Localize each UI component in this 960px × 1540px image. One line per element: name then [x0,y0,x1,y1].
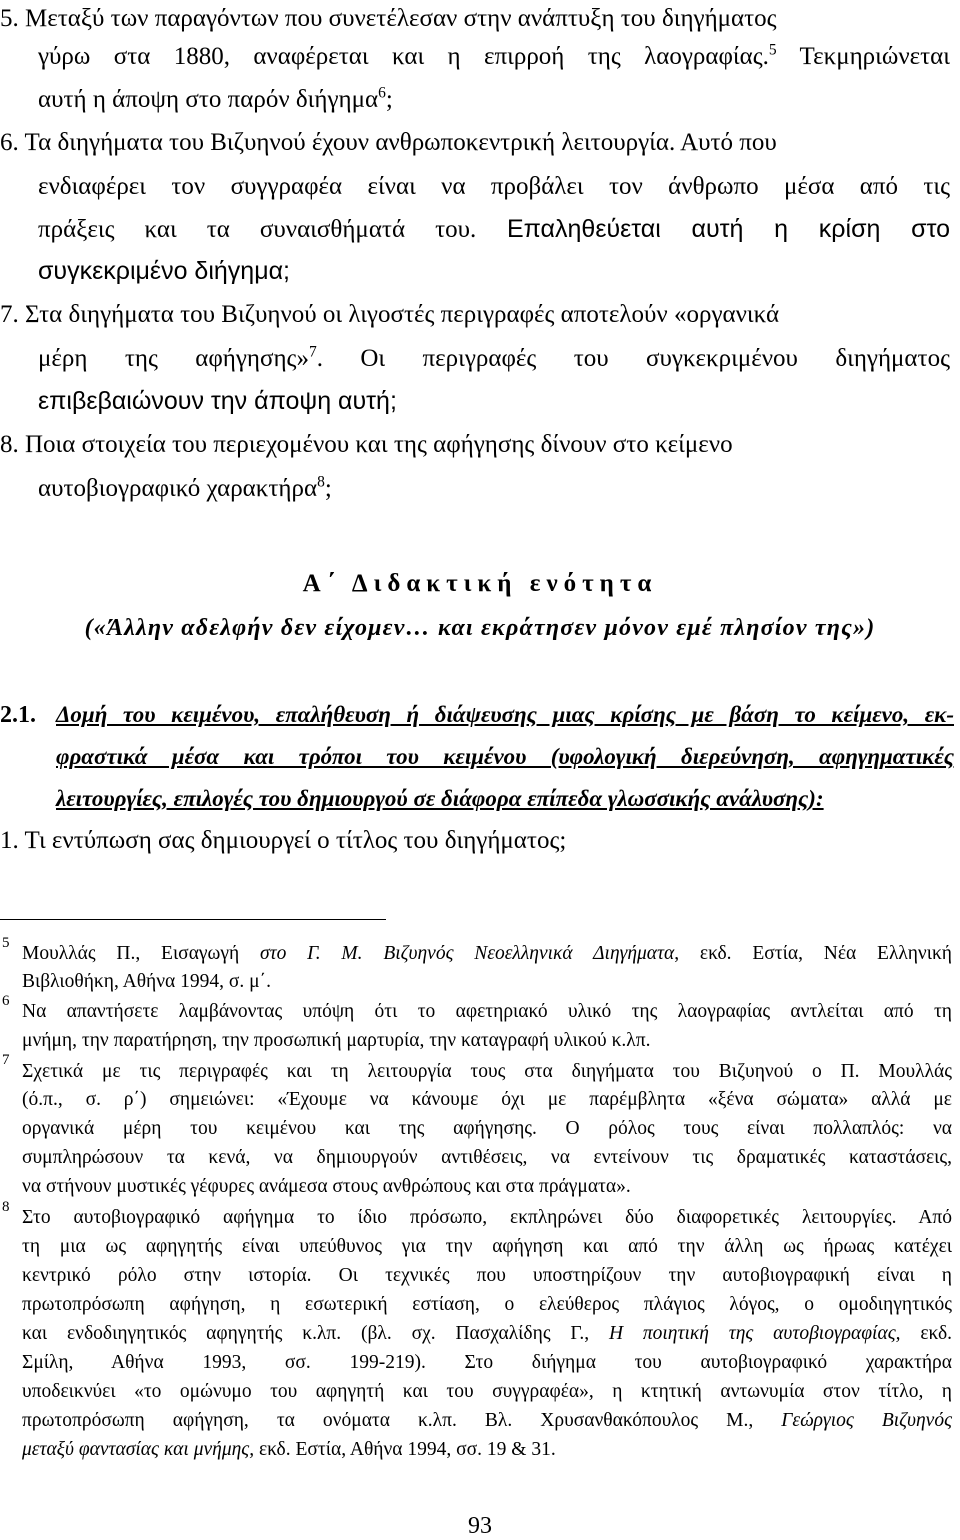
footnote-8-line-8: πρωτοπρόσωπη αφήγηση, τα ονόματα κ.λπ. Βλ. Χρυσανθακόπουλος Μ., Γεώργιος Βιζυηνός [22,1410,952,1431]
footnote-8-line-2: τη μια ως αφηγητής είναι υπεύθυνος για την αφήγηση και από την άλλη ως ήρωας κατέχει [22,1236,952,1257]
question-6-line-1: 6. Τα διηγήματα του Βιζυηνού έχουν ανθρωποκεντρική λειτουργία. Αυτό που [0,129,777,156]
footnote-8-line-6: Σμίλη, Αθήνα 1993, σσ. 199-219). Στο διήγημα του αυτοβιογραφικό χαρακτήρα [22,1352,952,1373]
question-6-line-3: πράξεις και τα συναισθήματά του. Επαληθεύεται αυτή η κρίση στο [38,215,950,243]
question-5-line-1: 5. Μεταξύ των παραγόντων που συνετέλεσαν στην ανάπτυξη του διηγήματος [0,5,777,32]
footnote-8-line-1: Στο αυτοβιογραφικό αφήγημα το ίδιο πρόσωπο, εκπληρώνει δύο διαφορετικές λειτουργίες. Από [22,1207,952,1228]
section-heading-line-2: φραστικά μέσα και τρόποι του κειμένου (υφολογική διερεύνηση, αφηγηματικές [56,744,954,769]
footnote-8-line-9: μεταξύ φαντασίας και μνήμης, εκδ. Εστία, Αθήνα 1994, σσ. 19 & 31. [22,1439,556,1460]
footnote-5-number: 5 [2,935,10,951]
footnote-8-line-5: και ενδοδιηγητικός αφηγητής κ.λπ. (βλ. σχ. Πασχαλίδης Γ., Η ποιητική της αυτοβιογραφίας, εκδ. [22,1323,953,1344]
question-6-line-4: συγκεκριμένο διήγημα; [38,257,291,285]
footnote-7-line-2: (ό.π., σ. ρ΄) σημειώνει: «Έχουμε να κάνουμε όχι με παρέμβλητα «ξένα σώματα» αλλά με [22,1089,952,1110]
unit-subtitle: («Άλλην αδελφήν δεν είχομεν… και εκράτησεν μόνον εμέ πλησίον της») [84,615,876,641]
footnote-7-line-1: Σχετικά με τις περιγραφές και τη λειτουργία τους στα διηγήματα του Βιζυηνού ο Π. Μουλλάς [22,1061,952,1082]
section-heading-line-1: Δομή του κειμένου, επαλήθευση ή διάψευσης μιας κρίσης με βάση το κείμενο, εκ- [56,702,954,727]
question-8-line-2: αυτοβιογραφικό χαρακτήρα$^8$; [38,473,332,502]
page-number: 93 [468,1513,492,1539]
footnote-ref-6: 6 [378,84,386,102]
footnote-separator [0,919,386,920]
footnote-7-line-4: συμπληρώσουν τα κενά, να δημιουργούν αντιθέσεις, να εντείνουν τις δραματικές καταστάσεις, [22,1147,952,1168]
question-5-line-3: αυτή η άποψη στο παρόν διήγημα$^6$; [38,84,393,113]
footnote-8-line-7: υποδεικνύει «το ομώνυμο του αφηγητή και του συγγραφέα», η κτητική αντωνυμία στον τίτλο, η [22,1381,952,1402]
section-heading-line-3: λειτουργίες, επιλογές του δημιουργού σε διάφορα επίπεδα γλωσσικής ανάλυσης): [56,786,824,811]
footnote-5-line-1: Μουλλάς Π., Εισαγωγή στο Γ. Μ. Βιζυηνός Νεοελληνικά Διηγήματα, εκδ. Εστία, Νέα Ελληνική [22,943,952,964]
footnote-ref-7: 7 [308,343,317,361]
question-5-line-2: γύρω στα 1880, αναφέρεται και η επιρροή της λαογραφίας.$^5$ Τεκμηριώνεται [38,41,950,70]
unit-title: Α΄ Διδακτική ενότητα [302,570,658,597]
footnote-7-line-3: οργανικά μέρη του κειμένου και της αφήγησης. Ο ρόλος τους είναι πολλαπλός: να [22,1118,952,1139]
question-7-line-1: 7. Στα διηγήματα του Βιζυηνού οι λιγοστές περιγραφές αποτελούν «οργανικά [0,301,780,328]
footnote-ref-8: 8 [317,473,325,491]
footnote-8-number: 8 [2,1199,10,1215]
footnote-7-number: 7 [2,1052,10,1068]
question-6-line-2: ενδιαφέρει τον συγγραφέα είναι να προβάλει τον άνθρωπο μέσα από τις [38,173,950,200]
section-question-1: 1. Τι εντύπωση σας δημιουργεί ο τίτλος του διηγήματος; [0,827,567,854]
footnote-5-line-2: Βιβλιοθήκη, Αθήνα 1994, σ. μ΄. [22,971,271,992]
question-8-line-1: 8. Ποια στοιχεία του περιεχομένου και της αφήγησης δίνουν στο κείμενο [0,431,733,458]
section-number: 2.1. [0,702,36,728]
question-7-line-3: επιβεβαιώνουν την άποψη αυτή; [38,387,397,415]
question-7-line-2: μέρη της αφήγησης»$^7$. Οι περιγραφές του συγκεκριμένου διηγήματος [38,343,950,372]
footnote-6-number: 6 [2,993,10,1009]
footnote-8-line-4: πρωτοπρόσωπη αφήγηση, η εσωτερική εστίαση, ο ελεύθερος πλάγιος λόγος, ο ομοδιηγητικός [22,1294,952,1315]
footnote-6-line-1: Να απαντήσετε λαμβάνοντας υπόψη ότι το αφετηριακό υλικό της λαογραφίας αντλείται από τη [22,1001,952,1022]
footnote-8-line-3: κεντρικό ρόλο στην ιστορία. Οι τεχνικές που υποστηρίζουν την αυτοβιογραφική είναι η [22,1265,952,1286]
footnote-7-line-5: να στήνουν μυστικές γέφυρες ανάμεσα στους ανθρώπους και στα πράγματα». [22,1176,631,1197]
footnote-ref-5: 5 [768,41,777,59]
footnote-6-line-2: μνήμη, την παρατήρηση, την προσωπική μαρτυρία, την καταγραφή υλικού κ.λπ. [22,1030,651,1051]
